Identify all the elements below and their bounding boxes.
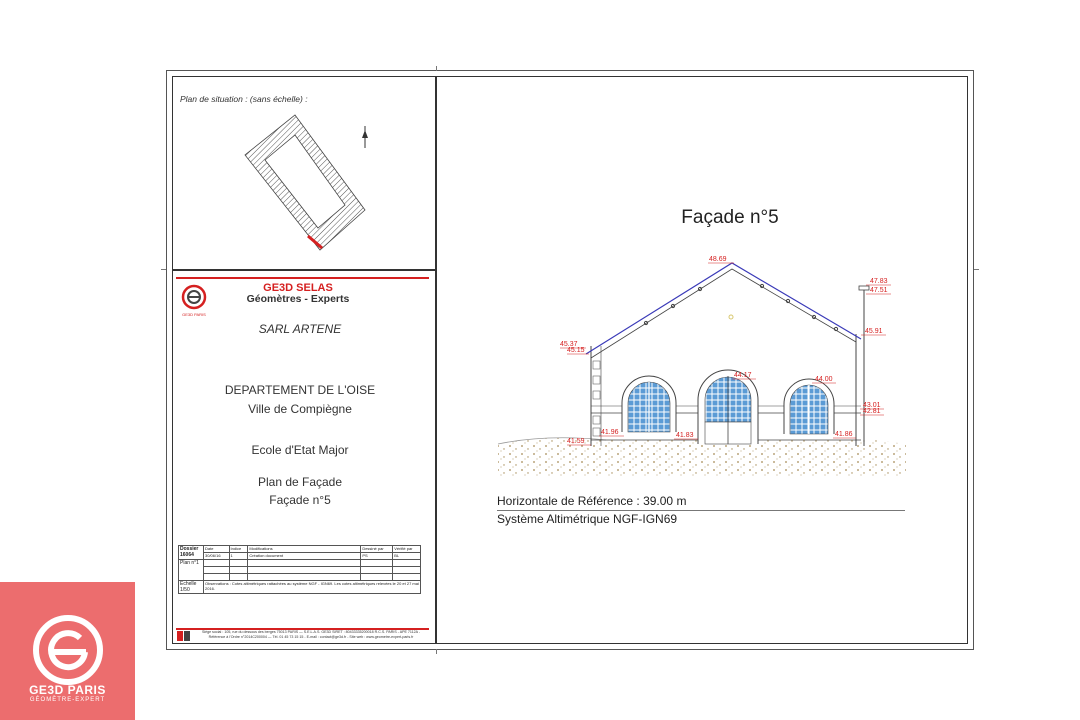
site-plan-title: Plan de situation : (sans échelle) :: [180, 94, 308, 104]
elev-cornice: 43.01: [863, 402, 881, 409]
company-subtitle: Géomètres - Experts: [246, 293, 350, 305]
rev-index: 1: [229, 553, 248, 560]
drawing-title: Façade n°5: [681, 207, 779, 228]
title-block-top-rule: [176, 277, 429, 279]
rev-checked-by: BL: [393, 553, 421, 560]
elev-ground-left: 41.59: [567, 438, 585, 445]
frame-tick: [436, 649, 437, 654]
altimetric-system: Système Altimétrique NGF-IGN69: [497, 512, 678, 526]
elev-window-right-base: 41.86: [835, 431, 853, 438]
rev-header-modifications: Modifications: [248, 546, 361, 553]
elev-ridge: 48.69: [709, 256, 727, 263]
ge3d-brand-icon: [30, 612, 106, 688]
plan-type: Plan de Façade: [257, 475, 343, 489]
elev-eave-left: 45.15: [567, 347, 585, 354]
rev-header-checked-by: Vérifié par: [393, 546, 421, 553]
rev-header-index: Indice: [229, 546, 248, 553]
frame-tick: [161, 269, 166, 270]
elev-eave-right: 45.91: [865, 328, 883, 335]
site-plan-sketch: [240, 110, 380, 260]
arched-door-center: [698, 370, 758, 444]
brand-name: GE3D PARIS: [29, 683, 106, 697]
logo-caption: GE3D PARIS: [182, 312, 206, 317]
rev-header-date: Date: [204, 546, 230, 553]
frame-tick: [436, 66, 437, 71]
roof: [586, 263, 861, 358]
building-name: Ecole d'Etat Major: [251, 443, 349, 457]
facade-name: Façade n°5: [269, 493, 331, 507]
dossier-label: Dossier: [180, 546, 199, 552]
arched-window-left: [622, 376, 676, 432]
elev-eave-left-top: 45.37: [560, 341, 578, 348]
frame-tick: [974, 269, 979, 270]
company-name: GE3D SELAS: [263, 282, 333, 294]
reference-horizontal: Horizontale de Référence : 39.00 m: [497, 494, 687, 508]
elev-door-arch: 44.17: [734, 372, 752, 379]
department: DEPARTEMENT DE L'OISE: [224, 383, 376, 397]
elev-window-left-base: 41.96: [601, 429, 619, 436]
plan-label: Plan n°1: [179, 560, 204, 581]
elev-sill: 42.81: [863, 408, 881, 415]
elev-door-base: 41.83: [676, 432, 694, 439]
scale-value: 1/50: [180, 587, 190, 593]
ge3d-logo: [180, 284, 210, 318]
observations: Observations : Cotes altimétriques rattachées au système NGF - IGN69. Les cotes altimétriques relevées le 20 et 27 mai 2016.: [204, 581, 421, 594]
north-arrow-icon: [360, 124, 370, 150]
elev-window-arch: 44.00: [815, 376, 833, 383]
rev-date: 30/06/16: [204, 553, 230, 560]
scale-label: Echelle: [180, 581, 197, 587]
dossier-number: 16064: [180, 552, 194, 558]
arched-window-right: [784, 379, 834, 434]
brand-tagline: GÉOMÈTRE-EXPERT: [29, 697, 106, 703]
footer-text: Siège social : 105, rue du dessous des berges 75013 PARIS — S.E.L.A.S. GE3D SIRET : 80433335200018 R.C.S. PARIS - APE 7112A - Référence à l'Ordre n°2014C200004 — Tél. 01 45 73 15 15 - E-mail : contact@ge3d.fr - Site web : www.geometre-expert-paris.fr: [201, 630, 421, 639]
elev-chimney-top: 47.83: [870, 278, 888, 285]
client-name: SARL ARTENE: [258, 322, 342, 336]
rev-modification: Création document: [248, 553, 361, 560]
footer-logo-icon: [176, 630, 192, 642]
revision-table: [178, 545, 421, 594]
building-outline: [245, 115, 365, 250]
facade-elevation-drawing: [436, 76, 968, 644]
rev-header-drawn-by: Dessiné par: [361, 546, 393, 553]
city: Ville de Compiègne: [248, 402, 352, 416]
rev-drawn-by: PS: [361, 553, 393, 560]
elev-chimney-cap: 47.51: [870, 287, 888, 294]
reference-rule: [497, 510, 905, 511]
